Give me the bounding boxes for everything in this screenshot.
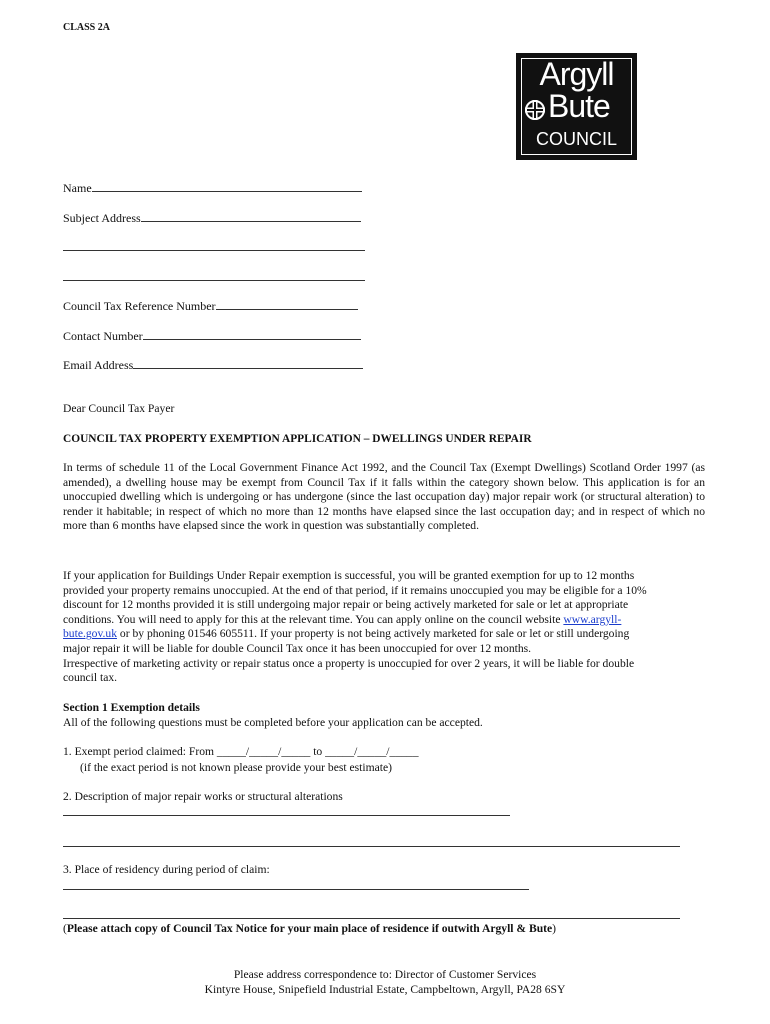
email-address-field[interactable]	[63, 357, 363, 373]
residency-question: 3. Place of residency during period of claim:	[63, 863, 270, 876]
repair-description-line-1[interactable]	[63, 815, 510, 816]
council-tax-ref-field[interactable]	[63, 298, 358, 314]
letter-title: COUNCIL TAX PROPERTY EXEMPTION APPLICATION – DWELLINGS UNDER REPAIR	[63, 433, 532, 445]
logo-line-bute: Bute	[548, 88, 610, 124]
contact-number-blank[interactable]	[143, 328, 361, 340]
council-tax-ref-label: Council Tax Reference Number	[63, 299, 216, 313]
email-address-label: Email Address	[63, 358, 134, 372]
exemption-line-5	[63, 627, 713, 642]
attach-note-close: )	[552, 922, 557, 935]
council-tax-ref-blank[interactable]	[216, 298, 358, 310]
exemption-line-1: If your application for Buildings Under Repair exemption is successful, you will be granted exemption for up to 12 months	[63, 569, 635, 582]
attach-note-text: Please attach copy of Council Tax Notice for your main place of residence if outwith Argyll & Bute	[66, 922, 553, 935]
attach-note-open: (	[63, 922, 67, 935]
council-website-link[interactable]: www.argyll-	[563, 612, 622, 626]
repair-description-question: 2. Description of major repair works or structural alterations	[63, 790, 343, 803]
address-line-3[interactable]	[63, 280, 365, 281]
exemption-paragraph	[63, 569, 713, 686]
exemption-line-4	[63, 613, 713, 628]
email-address-blank[interactable]	[133, 357, 363, 369]
exempt-period-question[interactable]: 1. Exempt period claimed: From _____/_____/_____ to _____/_____/_____	[63, 745, 419, 758]
subject-address-field[interactable]	[63, 210, 361, 226]
name-field[interactable]	[63, 180, 362, 196]
subject-address-blank[interactable]	[141, 210, 361, 222]
exemption-line-2: provided your property remains unoccupied. At the end of that period, if it remains unoccupied you may be eligible for a 10%	[63, 583, 647, 597]
logo-line-argyll: Argyll	[539, 56, 614, 92]
section1-heading: Section 1 Exemption details	[63, 701, 200, 714]
attach-note	[63, 922, 556, 937]
exemption-line-6: major repair it will be liable for double Council Tax once it has been unoccupied for over 12 months.	[63, 641, 532, 655]
exemption-line-8: council tax.	[63, 671, 118, 685]
name-label: Name	[63, 181, 92, 195]
contact-number-label: Contact Number	[63, 329, 143, 343]
footer-line-2: Kintyre House, Snipefield Industrial Estate, Campbeltown, Argyll, PA28 6SY	[204, 983, 566, 996]
footer-line-1: Please address correspondence to: Director of Customer Services	[233, 968, 537, 981]
exemption-line-3: discount for 12 months provided it is still undergoing major repair or being actively marketed for sale or let at appropriate	[63, 598, 629, 612]
residency-line-2[interactable]	[63, 918, 680, 919]
contact-number-field[interactable]	[63, 328, 361, 344]
celtic-cross-icon	[524, 99, 546, 121]
class-tag: CLASS 2A	[63, 22, 110, 33]
council-logo	[516, 53, 637, 160]
repair-description-line-2[interactable]	[63, 846, 680, 847]
logo-line-council: COUNCIL	[535, 129, 617, 149]
exempt-period-note: (if the exact period is not known please provide your best estimate)	[80, 761, 392, 774]
exemption-line-7: Irrespective of marketing activity or repair status once a property is unoccupied for over 2 years, it will be liable for double	[63, 656, 635, 670]
exemption-line-5-text: or by phoning 01546 605511. If your property is not being actively marketed for sale or let or still undergoing	[117, 627, 630, 641]
legal-paragraph: In terms of schedule 11 of the Local Government Finance Act 1992, and the Council Tax (Exempt Dwellings) Scotland Order 1997 (as amended), a dwelling house may be exempt from Council Tax if it falls within the category shown below. This application is for an unoccupied dwelling which is undergoing or has undergone (since the last occupation day) major repair work (or structural alteration) to render it habitable; in respect of which no more than 12 months have elapsed since the last occupation day; and in respect of which no more than 6 months have elapsed since the work in question was substantially completed.	[63, 461, 705, 533]
exemption-line-4-text: conditions. You will need to apply for this at the relevant time. You can apply online on the council website	[63, 612, 564, 626]
subject-address-label: Subject Address	[63, 211, 141, 225]
address-line-2[interactable]	[63, 250, 365, 251]
salutation: Dear Council Tax Payer	[63, 402, 175, 415]
residency-line-1[interactable]	[63, 889, 529, 890]
name-blank[interactable]	[92, 180, 362, 192]
section1-intro: All of the following questions must be completed before your application can be accepted.	[63, 716, 483, 729]
council-website-link-cont[interactable]: bute.gov.uk	[63, 627, 117, 641]
